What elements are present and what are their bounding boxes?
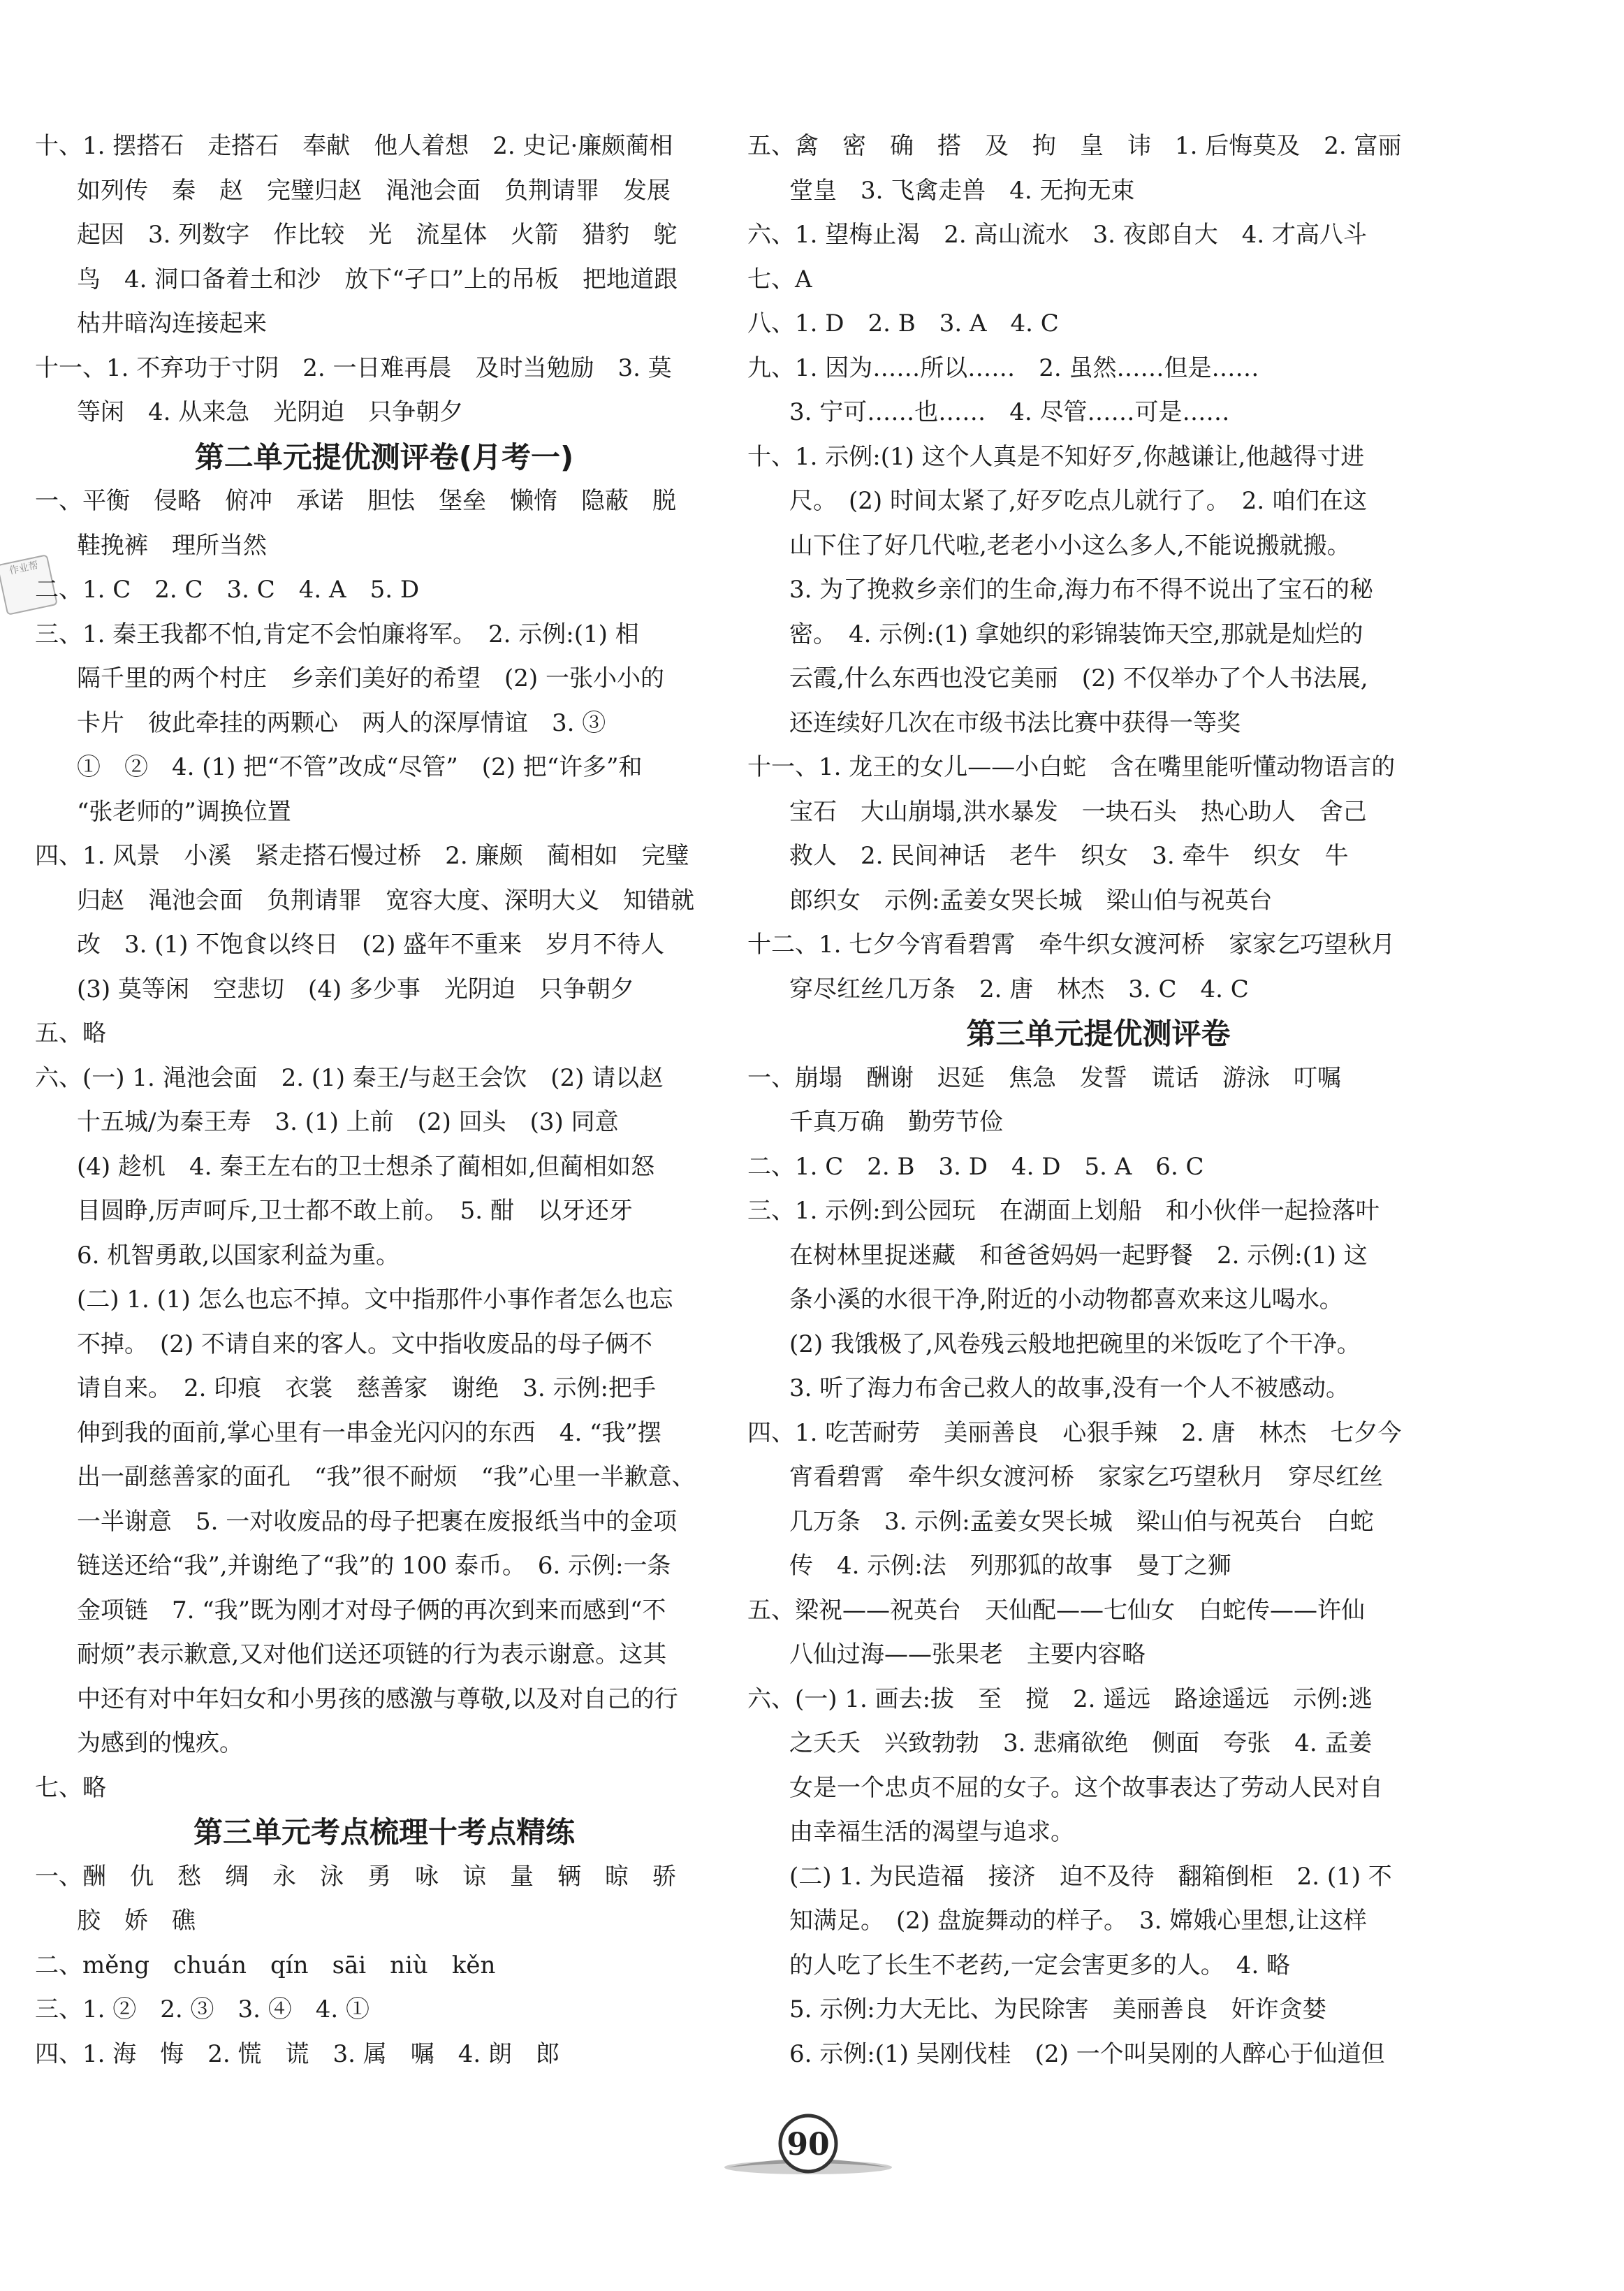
section-heading: 第三单元提优测评卷 [966,1017,1231,1051]
answer-line: 一、崩塌 酬谢 迟延 焦急 发誓 谎话 游泳 叮嘱 [747,1063,1341,1092]
answer-line: 几万条 3. 示例:孟姜女哭长城 梁山伯与祝英台 白蛇 [789,1507,1374,1536]
answer-line: 五、梁祝——祝英台 天仙配——七仙女 白蛇传——许仙 [747,1596,1365,1624]
stamp-label: 作业帮 [8,560,40,577]
answer-line: 如列传 秦 赵 完璧归赵 渑池会面 负荆请罪 发展 [77,176,671,205]
answer-line: 郎织女 示例:孟姜女哭长城 梁山伯与祝英台 [789,886,1273,915]
answer-line: 二、1. C 2. C 3. C 4. A 5. D [35,576,420,604]
answer-line: 十二、1. 七夕今宵看碧霄 牵牛织女渡河桥 家家乞巧望秋月 [747,931,1396,959]
answer-line: 等闲 4. 从来急 光阴迫 只争朝夕 [77,398,464,426]
answer-line: 女是一个忠贞不屈的女子。这个故事表达了劳动人民对自 [789,1773,1383,1802]
answer-line: 鞋挽裤 理所当然 [77,531,267,560]
answer-line: 条小溪的水很干净,附近的小动物都喜欢来这儿喝水。 [789,1286,1343,1314]
answer-line: 三、1. ② 2. ③ 3. ④ 4. ① [35,1995,370,2023]
answer-line: 山下住了好几代啦,老老小小这么多人,不能说搬就搬。 [789,531,1351,560]
answer-line: 十一、1. 龙王的女儿——小白蛇 含在嘴里能听懂动物语言的 [747,753,1396,781]
answer-line: (4) 趁机 4. 秦王左右的卫士想杀了蔺相如,但蔺相如怒 [77,1152,655,1181]
answer-line: 七、A [747,265,812,293]
left-column [35,124,733,2077]
answer-line: 堂皇 3. 飞禽走兽 4. 无拘无束 [789,176,1135,205]
answer-line: 九、1. 因为……所以…… 2. 虽然……但是…… [747,354,1259,382]
answer-line: 三、1. 示例:到公园玩 在湖面上划船 和小伙伴一起捡落叶 [747,1197,1380,1225]
answer-line: 六、1. 望梅止渴 2. 高山流水 3. 夜郎自大 4. 才高八斗 [747,221,1367,249]
answer-line: 3. 听了海力布舍己救人的故事,没有一个人不被感动。 [789,1374,1350,1402]
answer-line: (二) 1. (1) 怎么也忘不掉。文中指那件小事作者怎么也忘 [77,1286,673,1314]
answer-line: 穿尽红丝几万条 2. 唐 林杰 3. C 4. C [789,975,1249,1003]
answer-line: 三、1. 秦王我都不怕,肯定不会怕廉将军。 2. 示例:(1) 相 [35,620,639,648]
answer-line: 6. 示例:(1) 吴刚伐桂 (2) 一个叫吴刚的人醉心于仙道但 [789,2039,1385,2068]
answer-line: 知满足。 (2) 盘旋舞动的样子。 3. 嫦娥心里想,让这样 [789,1907,1368,1935]
answer-line: 耐烦”表示歉意,又对他们送还项链的行为表示谢意。这其 [77,1641,667,1668]
answer-line: 请自来。 2. 印痕 衣裳 慈善家 谢绝 3. 示例:把手 [77,1374,656,1402]
answer-line: 八、1. D 2. B 3. A 4. C [747,310,1059,337]
answer-line: 宵看碧霄 牵牛织女渡河桥 家家乞巧望秋月 穿尽红丝 [789,1463,1383,1491]
answer-line: 五、略 [35,1019,106,1047]
answer-line: 伸到我的面前,掌心里有一串金光闪闪的东西 4. “我”摆 [77,1418,661,1447]
answer-line: 胶 娇 礁 [77,1907,196,1935]
answer-line: 不掉。 (2) 不请自来的客人。文中指收废品的母子俩不 [77,1330,652,1358]
answer-line: 六、(一) 1. 画去:拔 至 搅 2. 遥远 路途遥远 示例:逃 [747,1685,1373,1713]
answer-line: 枯井暗沟连接起来 [77,310,267,337]
answer-line: “张老师的”调换位置 [77,797,291,826]
answer-line: 起因 3. 列数字 作比较 光 流星体 火箭 猎豹 鸵 [77,221,678,249]
answer-line: 千真万确 勤劳节俭 [789,1108,1003,1136]
answer-line: 链送还给“我”,并谢绝了“我”的 100 泰币。 6. 示例:一条 [77,1552,671,1580]
answer-line: 六、(一) 1. 渑池会面 2. (1) 秦王/与赵王会饮 (2) 请以赵 [35,1063,664,1092]
answer-line: 3. 为了挽救乡亲们的生命,海力布不得不说出了宝石的秘 [789,576,1374,604]
answer-line: 鸟 4. 洞口备着土和沙 放下“孑口”上的吊板 把地道跟 [77,265,678,293]
answer-line: 十、1. 示例:(1) 这个人真是不知好歹,你越谦让,他越得寸进 [747,442,1365,471]
answer-line: 3. 宁可……也…… 4. 尽管……可是…… [789,398,1230,426]
answer-line: 目圆睁,厉声呵斥,卫士都不敢上前。 5. 酣 以牙还牙 [77,1197,633,1225]
section-heading: 第三单元考点梳理十考点精练 [193,1815,575,1849]
answer-line: 十、1. 摆搭石 走搭石 奉献 他人着想 2. 史记·廉颇蔺相 [35,132,673,160]
answer-line: 6. 机智勇敢,以国家利益为重。 [77,1241,400,1270]
answer-line: 云霞,什么东西也没它美丽 (2) 不仅举办了个人书法展, [789,664,1368,692]
answer-line: 八仙过海——张果老 主要内容略 [789,1641,1146,1668]
answer-line: 一、酬 仇 愁 绸 永 泳 勇 咏 谅 量 辆 晾 骄 [35,1862,676,1891]
answer-line: (2) 我饿极了,风卷残云般地把碗里的米饭吃了个干净。 [789,1330,1361,1358]
section-heading: 第二单元提优测评卷(月考一) [194,439,574,474]
answer-line: 为感到的愧疚。 [77,1729,243,1757]
answer-line: 尺。 (2) 时间太紧了,好歹吃点儿就行了。 2. 咱们在这 [789,487,1368,515]
answer-line: 由幸福生活的渴望与追求。 [789,1818,1074,1846]
answer-line: 出一副慈善家的面孔 “我”很不耐烦 “我”心里一半歉意、 [77,1463,696,1491]
answer-line: 四、1. 风景 小溪 紧走搭石慢过桥 2. 廉颇 蔺相如 完璧 [35,842,689,870]
answer-line: ① ② 4. (1) 把“不管”改成“尽管” (2) 把“许多”和 [77,753,643,781]
answer-line: 五、禽 密 确 搭 及 拘 皇 讳 1. 后悔莫及 2. 富丽 [747,132,1402,160]
right-column [747,124,1449,2077]
answer-line: 隔千里的两个村庄 乡亲们美好的希望 (2) 一张小小的 [77,664,664,692]
answer-line: 二、1. C 2. B 3. D 4. D 5. A 6. C [747,1152,1204,1181]
answer-line: 密。 4. 示例:(1) 拿她织的彩锦装饰天空,那就是灿烂的 [789,620,1363,648]
answer-line: (二) 1. 为民造福 接济 迫不及待 翻箱倒柜 2. (1) 不 [789,1862,1392,1891]
answer-line: 之夭夭 兴致勃勃 3. 悲痛欲绝 侧面 夸张 4. 孟姜 [789,1729,1373,1757]
answer-line: 的人吃了长生不老药,一定会害更多的人。 4. 略 [789,1951,1291,1979]
answer-line: 5. 示例:力大无比、为民除害 美丽善良 奸诈贪婪 [789,1995,1326,2023]
answer-line: 归赵 渑池会面 负荆请罪 宽容大度、深明大义 知错就 [77,886,694,915]
answer-line: 一、平衡 侵略 俯冲 承诺 胆怯 堡垒 懒惰 隐蔽 脱 [35,487,676,515]
answer-line: 传 4. 示例:法 列那狐的故事 曼丁之狮 [789,1552,1231,1580]
answer-line: 在树林里捉迷藏 和爸爸妈妈一起野餐 2. 示例:(1) 这 [789,1241,1368,1270]
answer-line: 一半谢意 5. 一对收废品的母子把裹在废报纸当中的金项 [77,1507,678,1536]
answer-line: 救人 2. 民间神话 老牛 织女 3. 牵牛 织女 牛 [789,842,1349,870]
answer-line: 十一、1. 不弃功于寸阴 2. 一日难再晨 及时当勉励 3. 莫 [35,354,672,382]
answer-line: (3) 莫等闲 空悲切 (4) 多少事 光阴迫 只争朝夕 [77,975,634,1003]
page-number: 90 [787,2127,830,2162]
answer-line: 二、měng chuán qín sāi niù kěn [35,1951,496,1979]
answer-line: 还连续好几次在市级书法比赛中获得一等奖 [789,708,1241,737]
answer-line: 四、1. 吃苦耐劳 美丽善良 心狠手辣 2. 唐 林杰 七夕今 [747,1418,1402,1447]
answer-line: 十五城/为秦王寿 3. (1) 上前 (2) 回头 (3) 同意 [77,1108,619,1136]
answer-line: 七、略 [35,1773,106,1802]
answer-line: 改 3. (1) 不饱食以终日 (2) 盛年不重来 岁月不待人 [77,931,665,959]
answer-line: 宝石 大山崩塌,洪水暴发 一块石头 热心助人 舍己 [789,797,1367,826]
answer-line: 中还有对中年妇女和小男孩的感激与尊敬,以及对自己的行 [77,1685,678,1713]
page-number-badge [721,2109,895,2185]
answer-line: 金项链 7. “我”既为刚才对母子俩的再次到来而感到“不 [77,1596,666,1624]
answer-line: 卡片 彼此牵挂的两颗心 两人的深厚情谊 3. ③ [77,708,606,737]
answer-line: 四、1. 海 悔 2. 慌 谎 3. 属 嘱 4. 朗 郎 [35,2039,559,2068]
page-number-ornament [721,2109,895,2185]
